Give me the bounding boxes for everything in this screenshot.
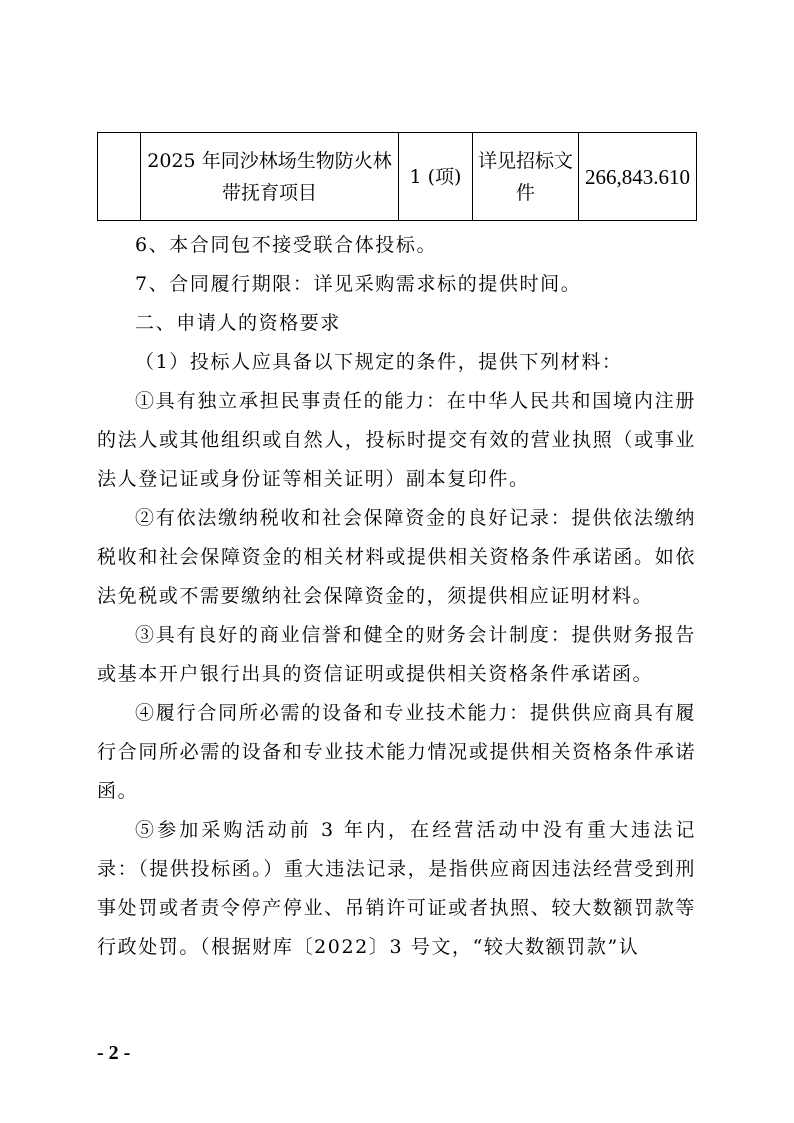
procurement-table <box>97 132 697 221</box>
budget-price-cell: 266,843.610 <box>579 133 697 221</box>
section-heading-qualifications: 二、申请人的资格要求 <box>135 312 342 334</box>
paragraph-condition-2: ②有依法缴纳税收和社会保障资金的良好记录：提供依法缴纳税收和社会保障资金的相关材料或提供相关资格条件承诺函。如依法免税或不需要缴纳社会保障资金的，须提供相应证明材料。 <box>97 507 696 607</box>
item-name-cell: 2025 年同沙林场生物防火林带抚育项目 <box>141 133 399 221</box>
paragraph-condition-1: ①具有独立承担民事责任的能力：在中华人民共和国境内注册的法人或其他组织或自然人，投标时提交有效的营业执照（或事业法人登记证或身份证等相关证明）副本复印件。 <box>97 390 696 490</box>
row-index-cell <box>98 133 141 221</box>
paragraph-joint-bid: 6、本合同包不接受联合体投标。 <box>135 234 438 256</box>
table-row <box>98 133 697 221</box>
paragraph-condition-5: ⑤参加采购活动前 3 年内，在经营活动中没有重大违法记录：（提供投标函。）重大违法记录，是指供应商因违法经营受到刑事处罚或者责令停产停业、吊销许可证或者执照、较大数额罚款等行政处罚。（根据财库〔2022〕3 号文，“较大数额罚款”认 <box>97 819 697 958</box>
body-text <box>97 226 696 967</box>
paragraph-condition-4: ④履行合同所必需的设备和专业技术能力：提供供应商具有履行合同所必需的设备和专业技术能力情况或提供相关资格条件承诺函。 <box>97 702 696 802</box>
spec-cell: 详见招标文件 <box>473 133 579 221</box>
page-number: - 2 - <box>97 1042 131 1064</box>
paragraph-contract-period: 7、合同履行期限：详见采购需求标的提供时间。 <box>135 273 582 295</box>
paragraph-condition-3: ③具有良好的商业信誉和健全的财务会计制度：提供财务报告或基本开户银行出具的资信证明或提供相关资格条件承诺函。 <box>97 624 696 685</box>
quantity-cell: 1 (项) <box>399 133 473 221</box>
paragraph-conditions-intro: （1）投标人应具备以下规定的条件，提供下列材料： <box>135 351 623 373</box>
